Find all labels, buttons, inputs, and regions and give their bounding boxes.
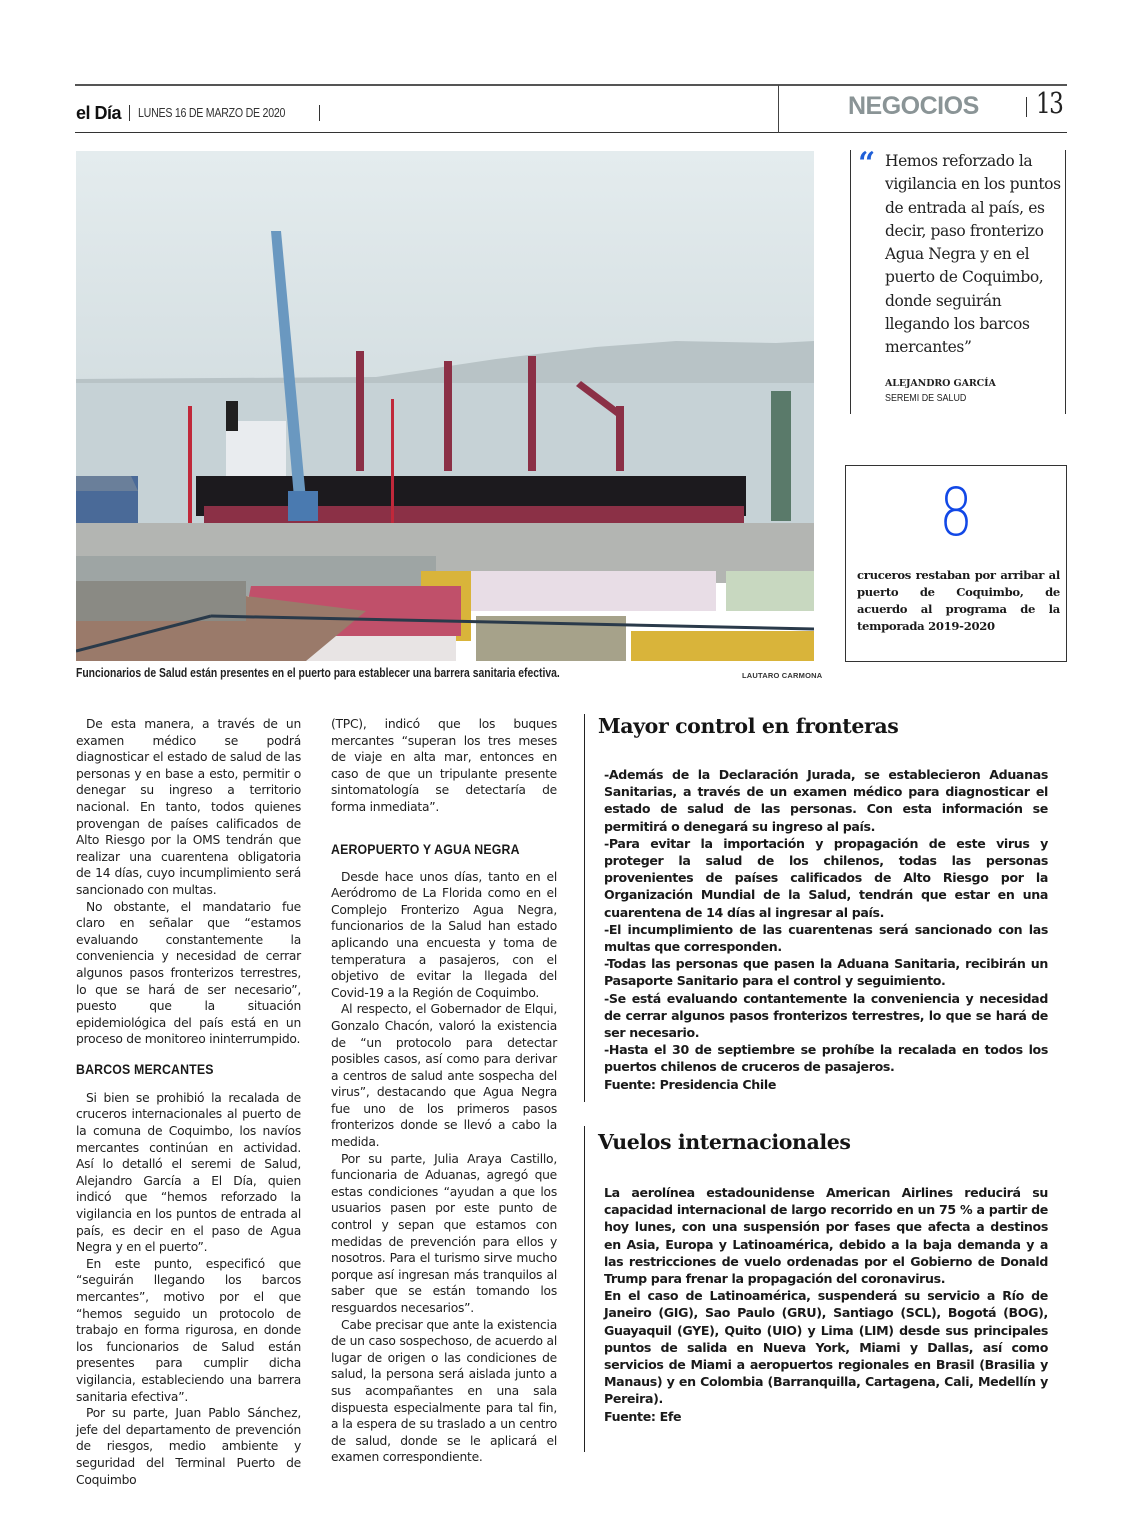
article-paragraph: En este punto, especificó que “seguirán llegando los barcos mercantes”, motivo por el que “hemos seguido un protocolo de trabajo en forma rigurosa, en donde los funcionarios de Salud están presentes para cumplir dicha vigilancia, estableciendo una barrera sanitaria efectiva”. <box>76 1256 301 1404</box>
subheading-barcos-mercantes: BARCOS MERCANTES <box>76 1060 214 1077</box>
sidebar-1-item: -Se está evaluando contantemente la conveniencia y necesidad de cerrar algunos pasos fronterizos terrestres, lo que se hará de ser necesario. <box>604 990 1048 1041</box>
header-bottom-rule <box>75 132 1067 133</box>
sidebar-2-source: Fuente: Efe <box>604 1408 682 1424</box>
sidebar-1-item: -Todas las personas que pasen la Aduana Sanitaria, recibirán un Pasaporte Sanitario para el control y seguimiento. <box>604 956 1048 989</box>
quote-mark-icon: “ <box>858 146 876 181</box>
sidebar-vuelos-internacionales <box>598 1130 1048 1425</box>
photo-credit: LAUTARO CARMONA <box>742 671 823 680</box>
stat-box <box>845 465 1067 662</box>
sidebar-1-body <box>604 766 1048 1093</box>
sidebar-1-item: -Además de la Declaración Jurada, se establecieron Aduanas Sanitarias, a través de un examen médico para diagnosticar el estado de salud de las personas. Con esta información se permitirá o denegará su ingreso al país. <box>604 767 1048 834</box>
sidebar-1-item: -Hasta el 30 de septiembre se prohíbe la recalada en todos los puertos chilenos de cruceros de pasajeros. <box>604 1042 1048 1075</box>
masthead-separator <box>129 105 130 121</box>
subheading-aeropuerto-agua-negra: AEROPUERTO Y AGUA NEGRA <box>331 840 520 857</box>
sidebar-2-title: Vuelos internacionales <box>598 1130 851 1154</box>
article-paragraph: Por su parte, Julia Araya Castillo, funcionaria de Aduanas, agregó que estas condiciones “ayudan a que los usuarios pasen por este punto de control y sepan que estamos con medidas de prevención para ellos y nosotros. Para el turismo sirve mucho porque así ingresan más tranquilos al saber que se están tomando los resguardos necesarios”. <box>331 1151 557 1315</box>
sidebar-2-paragraph: La aerolínea estadounidense American Airlines reducirá su capacidad internacional de largo recorrido en un 75 % a partir de hoy lunes, con una suspensión por fases que afecta a destinos en Asia, Europa y Latinoamérica, debido a la baja demanda y a las restricciones de vuelo ordenadas por el Gobierno de Donald Trump para frenar la propagación del coronavirus. <box>604 1185 1048 1287</box>
article-paragraph: Si bien se prohibió la recalada de cruceros internacionales al puerto de la comuna de Coquimbo, los navíos mercantes continúan en actividad. Así lo detalló el seremi de Salud, Alejandro García a El Día, quien indicó que “hemos reforzado la vigilancia en los puntos de entrada al país, es decir en el paso de Agua Negra y en el puerto”. <box>76 1090 301 1255</box>
stat-description: cruceros restaban por arribar al puerto de Coquimbo, de acuerdo al programa de la temporada 2019-2020 <box>857 568 1060 633</box>
sidebar-1-item: -El incumplimiento de las cuarentenas será sancionado con las multas que corresponden. <box>604 921 1048 955</box>
article-column-1 <box>76 716 301 1488</box>
article-paragraph: Por su parte, Juan Pablo Sánchez, jefe del departamento de prevención de riesgos, medio ambiente y seguridad del Terminal Puerto de Coquimbo <box>76 1406 301 1487</box>
port-photo <box>76 151 814 661</box>
page-number-separator <box>1026 97 1027 117</box>
quote-author-role: SEREMI DE SALUD <box>885 392 967 404</box>
pull-quote <box>850 146 1067 414</box>
article-paragraph: De esta manera, a través de un examen médico se podrá diagnosticar el estado de salud de las personas y en base a esto, permitir o denegar su ingreso a territorio nacional. En tanto, todos quienes provengan de países calificados de Alto Riesgo por la OMS tendrán que realizar una cuarentena obligatoria de 14 días, cuyo incumplimiento será sancionado con multas. <box>76 717 301 897</box>
article-paragraph: Desde hace unos días, tanto en el Aeródromo de La Florida como en el Complejo Fronterizo Agua Negra, funcionarios de la Salud han estado aplicando una encuesta y toma de temperatura a pasajeros, con el objetivo de evitar la llegada del Covid-19 a la Región de Coquimbo. <box>331 869 557 1000</box>
quote-text: Hemos reforzado la vigilancia en los puntos de entrada al país, es decir, paso fronterizo Agua Negra y en el puerto de Coquimbo, donde seguirán llegando los barcos mercantes” <box>885 152 1061 357</box>
article-paragraph: Al respecto, el Gobernador de Elqui, Gonzalo Chacón, valoró la existencia de “un protocolo para detectar posibles casos, así como para derivar a centros de salud ante sospecha del virus”, destacando que Agua Negra fue uno de los primeros pasos fronterizos donde se llevó a cabo la medida. <box>331 1002 557 1150</box>
quote-author: ALEJANDRO GARCÍA <box>885 378 996 389</box>
issue-date: LUNES 16 DE MARZO DE 2020 <box>138 106 286 120</box>
stat-number: 8 <box>939 474 973 551</box>
port-photo-illustration <box>76 151 814 661</box>
article-column-2 <box>331 716 557 1466</box>
newspaper-logo: el Día <box>76 102 122 123</box>
pull-quote-right-rule <box>1065 150 1066 414</box>
article-paragraph: Cabe precisar que ante la existencia de un caso sospechoso, de acuerdo al lugar de origen o las condiciones de salud, la persona será aislada junto a sus acompañantes en una sala dispuesta especialmente para tal fin, a la espera de su traslado a un centro de salud, donde se le aplicará el examen correspondiente. <box>331 1317 557 1465</box>
sidebar-1-title: Mayor control en fronteras <box>598 714 899 738</box>
photo-caption: Funcionarios de Salud están presentes en el puerto para establecer una barrera sanitaria efectiva. <box>76 666 560 680</box>
sidebar-2-paragraph: En el caso de Latinoamérica, suspenderá su servicio a Río de Janeiro (GIG), Sao Paulo (GRU), Santiago (SCL), Bogotá (BOG), Guayaquil (GYE), Quito (UIO) y Lima (LIM) desde sus principales puntos de salida en Nueva York, Miami y Dallas, así como servicios de Miami a aeropuertos regionales en Brasil (Brasilia y Manaus) y en Colombia (Barranquilla, Cartagena, Cali, Medellín y Pereira). <box>604 1288 1048 1407</box>
masthead <box>76 100 328 126</box>
header-top-rule <box>75 84 1067 86</box>
sidebar-2-body <box>604 1184 1048 1425</box>
section-title: NEGOCIOS <box>848 92 979 120</box>
article-paragraph: No obstante, el mandatario fue claro en señalar que “estamos evaluando constantemente la conveniencia y necesidad de cerrar algunos pasos fronterizos terrestres, lo que se hará de ser necesario”, puesto que la situación epidemiológica del país está en un proceso de monitoreo ininterrumpido. <box>76 899 301 1047</box>
masthead-separator <box>319 105 320 121</box>
header-divider <box>778 85 779 133</box>
sidebar-1-rule <box>584 714 585 1102</box>
sidebar-1-source: Fuente: Presidencia Chile <box>604 1076 777 1092</box>
sidebar-1-item: -Para evitar la importación y propagación de este virus y proteger la salud de los chilenos, todas las personas provenientes de países calificados de Alto Riesgo por la Organización Mundial de la Salud, tendrán que estar en una cuarentena de 14 días al ingresar al país. <box>604 835 1048 920</box>
page-number: 13 <box>1036 86 1063 120</box>
sidebar-mayor-control <box>598 714 1048 1093</box>
article-paragraph: (TPC), indicó que los buques mercantes “superan los tres meses de viaje en alta mar, entonces en caso de que un tripulante presente sintomatología se detectaría de forma inmediata”. <box>331 717 557 814</box>
sidebar-2-rule <box>584 1126 585 1452</box>
